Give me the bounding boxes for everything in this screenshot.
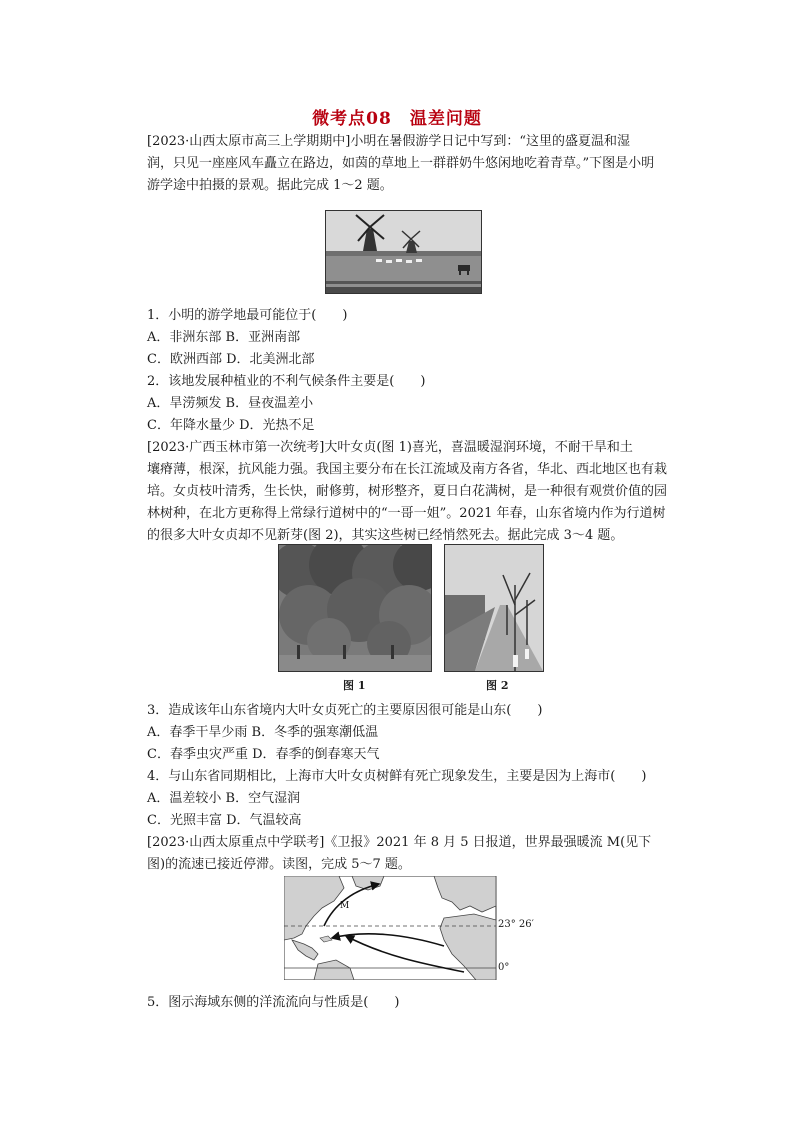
intro2-line5: 的很多大叶女贞却不见新芽(图 2)，其实这些树已经悄然死去。据此完成 3～4 题。 <box>147 528 624 543</box>
intro2-line2: 壤瘠薄，根深，抗风能力强。我国主要分布在长江流域及南方各省，华北、西北地区也有栽 <box>147 462 668 477</box>
figure-1-caption: 图 1 <box>343 679 366 692</box>
q2-stem: 2．该地发展种植业的不利气候条件主要是( ) <box>147 374 426 389</box>
q4-stem: 4．与山东省同期相比，上海市大叶女贞树鲜有死亡现象发生，主要是因为上海市( ) <box>147 769 647 784</box>
q1-options-ab: A．非洲东部 B．亚洲南部 <box>147 330 301 345</box>
intro2-line3: 培。女贞枝叶清秀，生长快，耐修剪，树形整齐，夏日白花满树，是一种很有观赏价值的园 <box>147 484 668 499</box>
q2-options-ab: A．旱涝频发 B．昼夜温差小 <box>147 396 314 411</box>
intro1-line3: 游学途中拍摄的景观。据此完成 1～2 题。 <box>147 178 393 193</box>
ocean-current-map-image <box>284 876 520 980</box>
ocean-current-map <box>284 876 534 980</box>
q4-options-cd: C．光照丰富 D．气温较高 <box>147 813 302 828</box>
windmill-photo <box>325 210 482 294</box>
page-title: 微考点08 温差问题 <box>312 109 482 129</box>
q1-stem: 1．小明的游学地最可能位于( ) <box>147 308 348 323</box>
windmill-photo-image <box>326 211 481 293</box>
figure-2-image <box>445 545 543 671</box>
map-label-tropic: 23° 26′ <box>498 919 534 930</box>
q2-options-cd: C．年降水量少 D．光热不足 <box>147 418 315 433</box>
intro2-line1: [2023·广西玉林市第一次统考]大叶女贞(图 1)喜光，喜温暖湿润环境，不耐干旱和土 <box>147 440 633 455</box>
q1-options-cd: C．欧洲西部 D．北美洲北部 <box>147 352 315 367</box>
intro3-line2: 图)的流速已接近停滞。读图，完成 5～7 题。 <box>147 857 411 872</box>
figure-2-photo <box>444 544 544 672</box>
q3-options-cd: C．春季虫灾严重 D．春季的倒春寒天气 <box>147 747 380 762</box>
figure-2-caption: 图 2 <box>486 679 509 692</box>
intro1-line2: 润，只见一座座风车矗立在路边，如茵的草地上一群群奶牛悠闲地吃着青草。”下图是小明 <box>147 156 655 171</box>
map-label-m: M <box>340 901 350 911</box>
intro1-line1: [2023·山西太原市高三上学期期中]小明在暑假游学日记中写到：“这里的盛夏温和湿 <box>147 134 631 149</box>
q3-stem: 3．造成该年山东省境内大叶女贞死亡的主要原因很可能是山东( ) <box>147 703 543 718</box>
intro3-line1: [2023·山西太原重点中学联考]《卫报》2021 年 8 月 5 日报道，世界最强暖流 M(见下 <box>147 835 652 850</box>
figure-1-image <box>279 545 431 671</box>
figure-1-photo <box>278 544 432 672</box>
q3-options-ab: A．春季干旱少雨 B．冬季的强寒潮低温 <box>147 725 379 740</box>
q4-options-ab: A．温差较小 B．空气湿润 <box>147 791 301 806</box>
q5-stem: 5．图示海域东侧的洋流流向与性质是( ) <box>147 995 400 1010</box>
map-label-equator: 0° <box>498 962 510 973</box>
intro2-line4: 林树种，在北方更称得上常绿行道树中的“一哥一姐”。2021 年春，山东省境内作为行道树 <box>147 506 666 521</box>
